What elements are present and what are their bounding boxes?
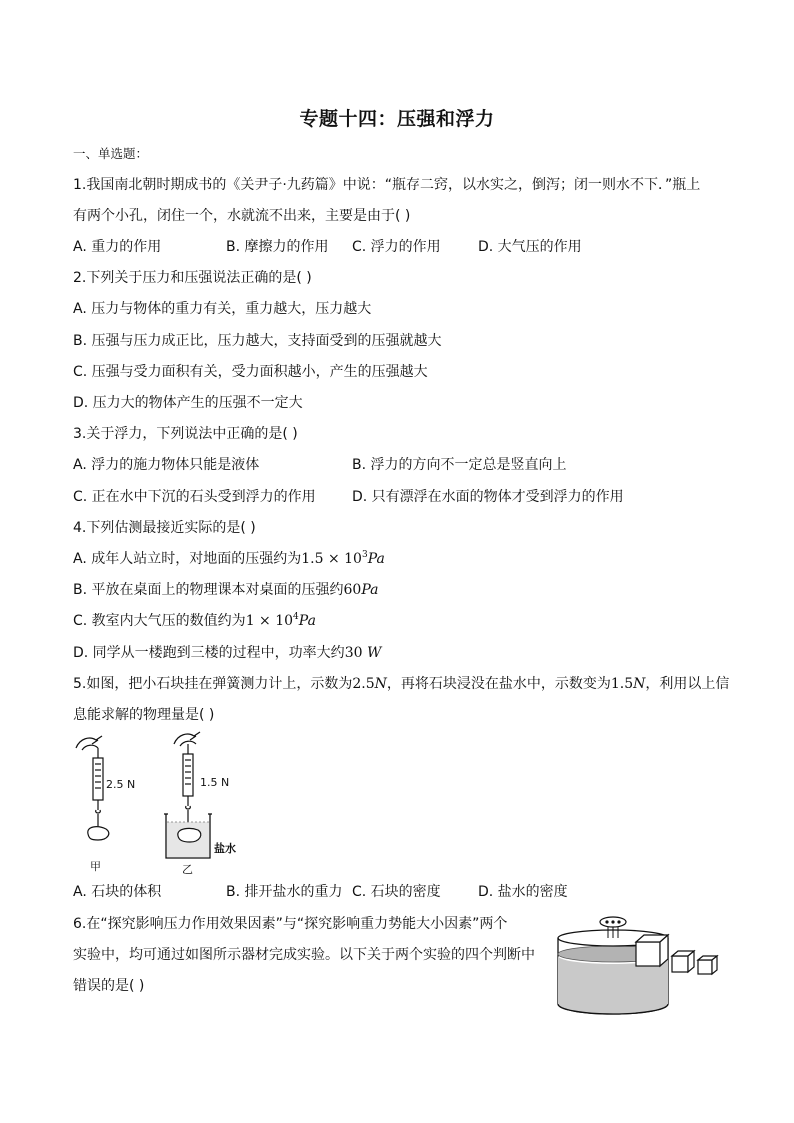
- q5-stem-line2: 息能求解的物理量是( ): [73, 707, 215, 723]
- q4-option-d: [73, 643, 381, 663]
- q1-stem-line2: 有两个小孔，闭住一个，水就流不出来，主要是由于( ): [73, 208, 411, 224]
- q3-option-b: B. 浮力的方向不一定总是竖直向上: [352, 457, 567, 473]
- q4-option-d-unit: W: [366, 645, 382, 661]
- q4-option-b-value: 60: [343, 582, 362, 598]
- q3-option-a: A. 浮力的施力物体只能是液体: [73, 457, 260, 473]
- fig-label-salt-water: 盐水: [214, 842, 236, 855]
- q4-option-c-exp: 4: [293, 612, 299, 622]
- cube-small: [698, 956, 717, 974]
- q5-reading-1-unit: N: [374, 676, 387, 692]
- spring-scale-right: [174, 732, 200, 826]
- fig-label-left: 甲: [90, 860, 101, 873]
- q4-option-c-coef: 1 × 10: [245, 613, 294, 629]
- q4-option-a-text: A. 成年人站立时，对地面的压强约为: [73, 551, 302, 567]
- q4-option-d-value: 30: [344, 645, 363, 661]
- q4-option-c-text: C. 教室内大气压的数值约为: [73, 613, 246, 629]
- q4-option-c-unit: Pa: [298, 613, 316, 629]
- q2-stem: 2.下列关于压力和压强说法正确的是( ): [73, 270, 312, 286]
- q5-reading-2-unit: N: [633, 676, 646, 692]
- q4-option-a-coef: 1.5 × 10: [301, 551, 362, 567]
- q3-stem: 3.关于浮力，下列说法中正确的是( ): [73, 426, 298, 442]
- q5-reading-2-value: 1.5: [610, 676, 634, 692]
- q6-figure: [548, 912, 728, 1020]
- q1-option-d: D. 大气压的作用: [478, 239, 582, 255]
- q6-stem-line1: 6.在“探究影响压力作用效果因素”与“探究影响重力势能大小因素”两个: [73, 916, 508, 932]
- q6-stem-line3: 错误的是( ): [73, 978, 145, 994]
- q4-option-b-text: B. 平放在桌面上的物理课本对桌面的压强约: [73, 582, 344, 598]
- q5-stem-part-b: ，再将石块浸没在盐水中，示数变为: [386, 676, 611, 692]
- q5-stem-line1: [73, 674, 729, 694]
- cube-medium: [672, 951, 694, 972]
- q5-option-a: A. 石块的体积: [73, 884, 162, 900]
- q2-option-b: B. 压强与压力成正比，压力越大，支持面受到的压强就越大: [73, 333, 442, 349]
- q5-option-d: D. 盐水的密度: [478, 884, 568, 900]
- fig-reading-right: 1.5 N: [200, 776, 230, 789]
- q5-reading-1-value: 2.5: [352, 676, 375, 692]
- q5-option-c: C. 石块的密度: [352, 884, 441, 900]
- spring-scale-left: [76, 736, 109, 840]
- q4-option-b-unit: Pa: [361, 582, 379, 598]
- q1-option-b: B. 摩擦力的作用: [226, 239, 329, 255]
- q4-option-a: [73, 549, 385, 569]
- fig-label-right: 乙: [182, 863, 193, 876]
- q4-stem: 4.下列估测最接近实际的是( ): [73, 520, 256, 536]
- q5-option-b: B. 排开盐水的重力: [226, 884, 343, 900]
- q2-option-d: D. 压力大的物体产生的压强不一定大: [73, 395, 303, 411]
- q4-option-b: [73, 580, 378, 600]
- q6-stem-line2: 实验中，均可通过如图所示器材完成实验。以下关于两个实验的四个判断中: [73, 947, 535, 963]
- q5-stem-part-c: ，利用以上信: [645, 676, 730, 692]
- q5-stem-part-a: 5.如图，把小石块挂在弹簧测力计上，示数为: [73, 676, 353, 692]
- q1-option-a: A. 重力的作用: [73, 239, 162, 255]
- page-title: 专题十四：压强和浮力: [299, 108, 495, 130]
- q4-option-a-unit: Pa: [367, 551, 385, 567]
- q4-option-c: [73, 611, 316, 631]
- q2-option-c: C. 压强与受力面积有关，受力面积越小，产生的压强越大: [73, 364, 428, 380]
- q4-option-d-text: D. 同学从一楼跑到三楼的过程中，功率大约: [73, 645, 345, 661]
- q3-option-d: D. 只有漂浮在水面的物体才受到浮力的作用: [352, 489, 624, 505]
- q3-option-c: C. 正在水中下沉的石头受到浮力的作用: [73, 489, 316, 505]
- cube-large: [636, 935, 668, 966]
- q1-option-c: C. 浮力的作用: [352, 239, 441, 255]
- q4-option-a-exp: 3: [361, 550, 368, 560]
- fig-reading-left: 2.5 N: [106, 778, 136, 791]
- q1-stem-line1: 1.我国南北朝时期成书的《关尹子·九药篇》中说：“瓶存二窍，以水实之，倒泻；闭一则水不下．”瓶上: [73, 177, 701, 193]
- q2-option-a: A. 压力与物体的重力有关，重力越大，压力越大: [73, 301, 372, 317]
- q5-figure: [68, 730, 258, 880]
- section-heading: 一、单选题：: [73, 146, 149, 161]
